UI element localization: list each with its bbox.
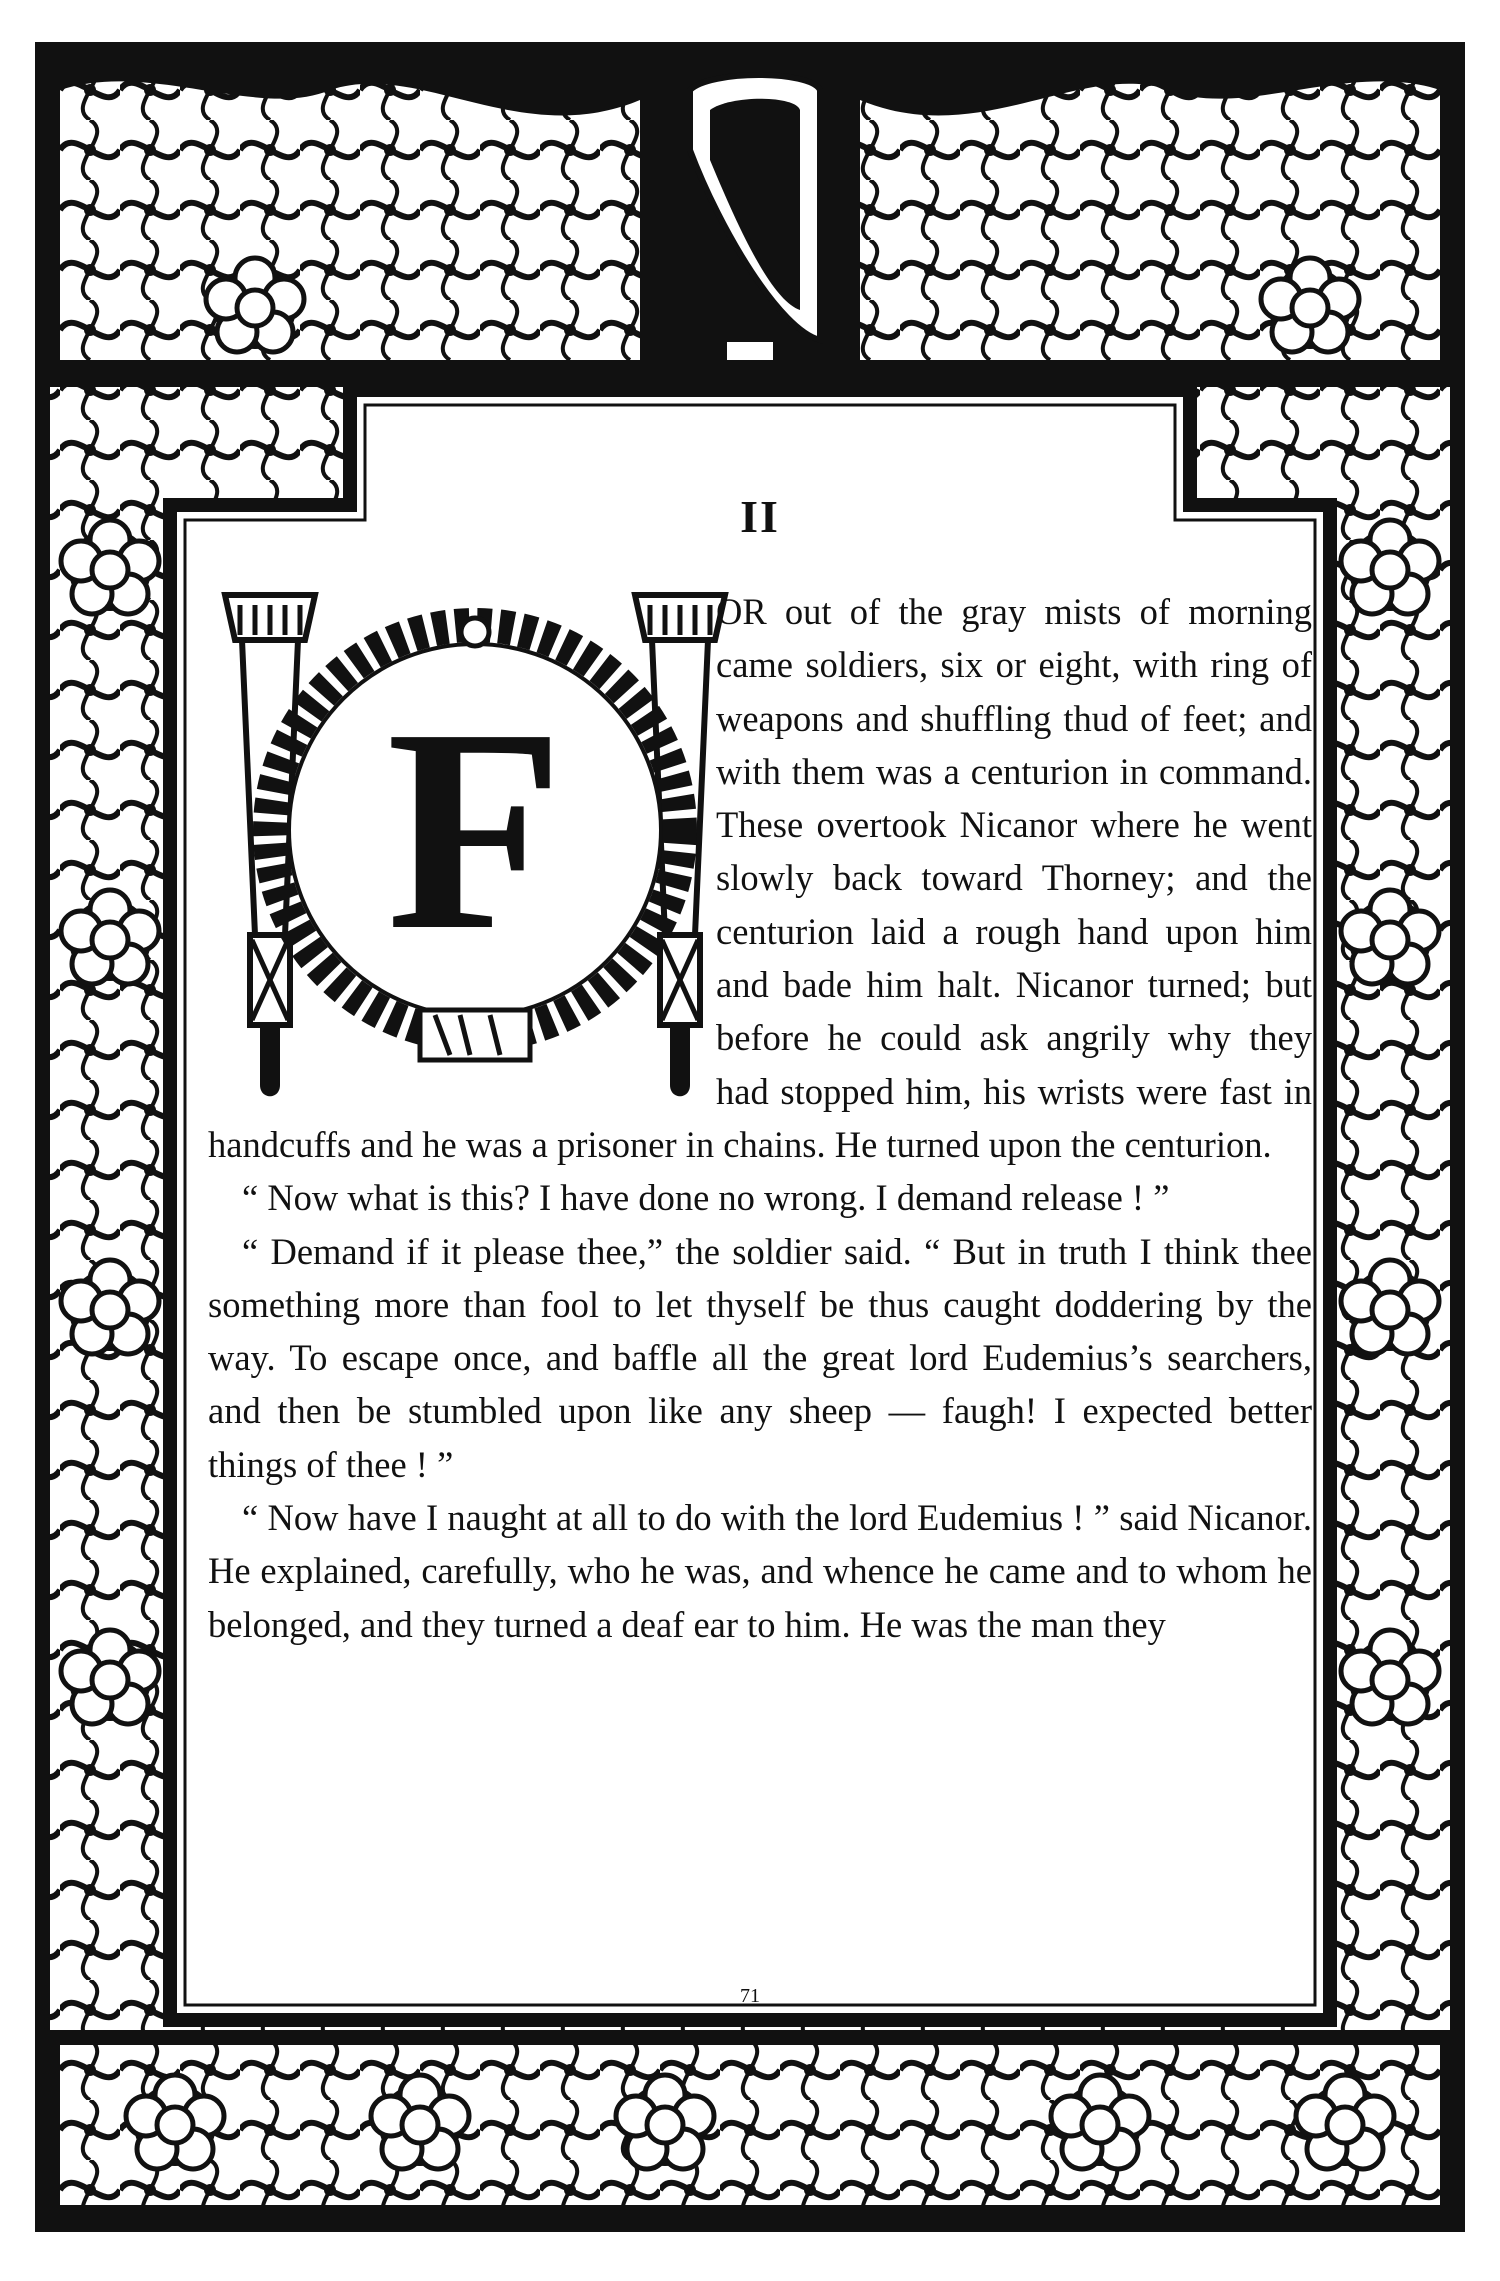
chapter-numeral: II xyxy=(740,491,780,542)
paragraph-4: “ Now have I naught at all to do with the lord Eudemius ! ” said Nicanor. He explained, carefully, who he was, and whence he came and to whom he belonged, and they turned a deaf ear to him. He was the man they xyxy=(208,1497,1312,1645)
body-text xyxy=(208,585,1312,1651)
page-number: 71 xyxy=(740,1985,760,2007)
paragraph-2: “ Now what is this? I have done no wrong. I demand release ! ” xyxy=(242,1177,1170,1219)
drop-cap-letter: F xyxy=(386,669,564,990)
harp-icon xyxy=(640,60,860,362)
paragraph-3: “ Demand if it please thee,” the soldier said. “ But in truth I think thee something more than fool to let thyself be thus caught doddering by the way. To escape once, and baffle all the great lord Eudemius’s searchers, and then be stumbled upon like any sheep — faugh! I expected better things of thee ! ” xyxy=(208,1230,1312,1485)
paragraph-1: OR out of the gray mists of morning came soldiers, six or eight, with ring of weapons and shuffling thud of feet; and with them was a centurion in command. These overtook Nicanor where he went slowly back toward Thorney; and the centurion laid a rough hand upon him and bade him halt. Nicanor turned; but before he could ask angrily why they had stopped him, his wrists were fast in handcuffs and he was a prisoner in chains. He turned upon the centurion. xyxy=(208,591,1312,1165)
